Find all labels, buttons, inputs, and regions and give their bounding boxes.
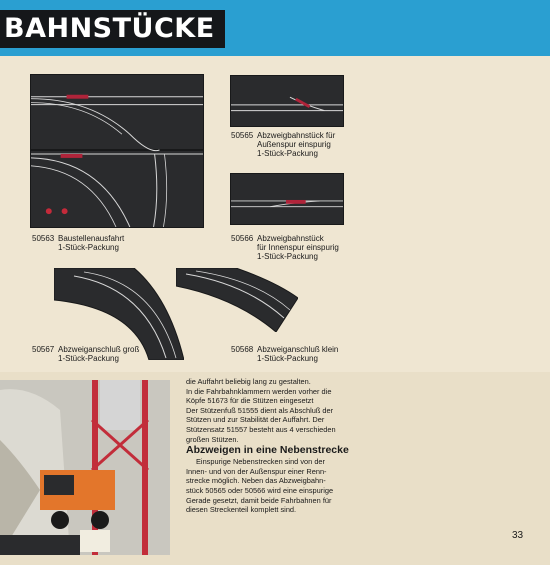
article-line: Köpfe 51673 für die Stützen eingesetzt bbox=[186, 396, 314, 406]
article-text bbox=[186, 377, 360, 515]
article-line: In die Fahrbahnklammern werden vorher die bbox=[186, 386, 332, 396]
article-line: die Auffahrt beliebig lang zu gestalten. bbox=[186, 377, 311, 386]
track-piece-50566 bbox=[230, 173, 344, 225]
product-name: Abzweigbahnstück für bbox=[257, 131, 336, 140]
product-name: Abzweiganschluß klein bbox=[257, 345, 339, 354]
product-name: Abzweiganschluß groß bbox=[58, 345, 140, 354]
article-line: großen Stützen. bbox=[186, 434, 239, 444]
product-name: Baustellenausfahrt bbox=[58, 234, 125, 243]
caption-50568 bbox=[231, 345, 338, 363]
track-50563-drawing bbox=[31, 75, 203, 227]
caption-50567 bbox=[32, 345, 139, 363]
product-number: 50567 bbox=[32, 345, 55, 354]
article-line: stück 50565 oder 50566 wird eine einspurige bbox=[186, 485, 334, 495]
section-heading: Abzweigen in eine Nebenstrecke bbox=[186, 444, 349, 457]
track-piece-50565 bbox=[230, 75, 344, 127]
product-name: Abzweigbahnstück bbox=[257, 234, 324, 243]
product-number: 50566 bbox=[231, 234, 254, 243]
product-pack: 1-Stück-Packung bbox=[58, 243, 119, 252]
article-line: Gerade gesetzt, damit beide Fahrbahnen für bbox=[186, 495, 332, 505]
track-piece-50568 bbox=[176, 268, 298, 332]
product-name-line2: für Innenspur einspurig bbox=[257, 243, 339, 252]
product-name-line2: Außenspur einspurig bbox=[257, 140, 331, 149]
photo-construction-scene bbox=[0, 380, 170, 555]
product-number: 50565 bbox=[231, 131, 254, 140]
article-line: Der Stützenfuß 51555 dient als Abschluß der bbox=[186, 405, 334, 415]
track-50565-drawing bbox=[231, 76, 343, 126]
article-line: strecke möglich. Neben das Abzweigbahn- bbox=[186, 476, 326, 486]
product-pack: 1-Stück-Packung bbox=[257, 354, 318, 363]
page-title: BAHNSTÜCKE bbox=[0, 10, 225, 48]
product-number: 50568 bbox=[231, 345, 254, 354]
article-line: Einspurige Nebenstrecken sind von der bbox=[196, 457, 326, 467]
product-pack: 1-Stück-Packung bbox=[257, 149, 318, 158]
product-pack: 1-Stück-Packung bbox=[257, 252, 318, 261]
article-line: diesen Streckenteil komplett sind. bbox=[186, 505, 297, 515]
caption-50563 bbox=[32, 234, 124, 252]
article-line: Stützensatz 51557 besteht aus 4 verschieden bbox=[186, 424, 336, 434]
article-line: Stützen und zur Stabilität der Auffahrt. Der bbox=[186, 415, 325, 425]
page-number: 33 bbox=[512, 530, 524, 541]
product-number: 50563 bbox=[32, 234, 55, 243]
caption-50566 bbox=[231, 234, 339, 261]
article-line: Innen- und von der Außenspur einer Renn- bbox=[186, 466, 327, 476]
track-piece-50563 bbox=[30, 74, 204, 228]
track-50566-drawing bbox=[231, 174, 343, 224]
product-pack: 1-Stück-Packung bbox=[58, 354, 119, 363]
caption-50565 bbox=[231, 131, 335, 158]
